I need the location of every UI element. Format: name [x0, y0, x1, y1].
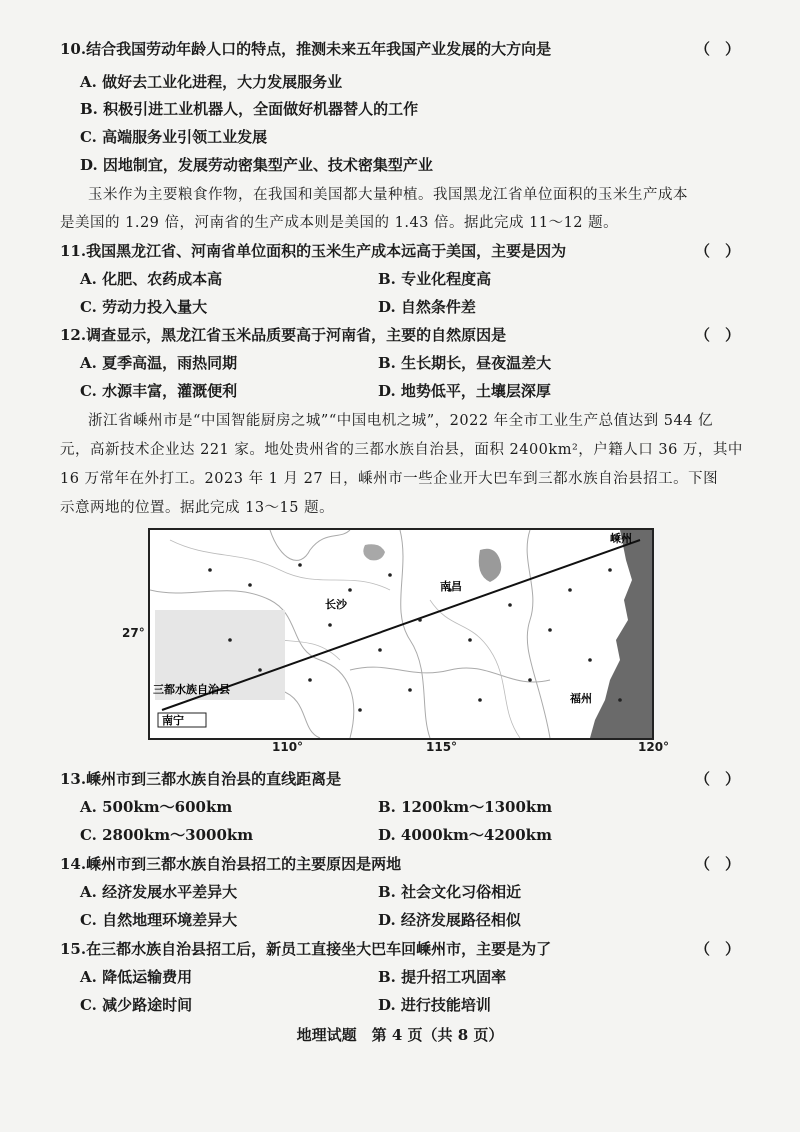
q13-option-c: C. 2800km～3000km — [80, 826, 254, 844]
intro-paragraph-shengzhou-line1: 浙江省嵊州市是“中国智能厨房之城”“中国电机之城”，2022 年全市工业生产总值达到 544 亿 — [88, 413, 714, 429]
q12-option-d: D. 地势低平，土壤层深厚 — [378, 382, 551, 400]
q15-option-d: D. 进行技能培训 — [378, 996, 491, 1014]
q12-option-b: B. 生长期长，昼夜温差大 — [378, 354, 552, 372]
question-10-stem: 10.结合我国劳动年龄人口的特点，推测未来五年我国产业发展的大方向是 — [60, 40, 552, 58]
longitude-label-110: 110° — [272, 740, 304, 754]
intro-paragraph-shengzhou-line4: 示意两地的位置。据此完成 13～15 题。 — [60, 500, 335, 516]
q14-option-a: A. 经济发展水平差异大 — [80, 883, 238, 901]
question-11 — [60, 240, 740, 261]
question-10 — [60, 38, 740, 59]
label-changsha: 长沙 — [325, 598, 347, 611]
q12-option-a: A. 夏季高温，雨热同期 — [80, 354, 238, 372]
answer-bracket-11: （ ） — [694, 242, 740, 260]
q12-option-c: C. 水源丰富，灌溉便利 — [80, 382, 238, 400]
latitude-label-27: 27° — [122, 626, 145, 640]
label-nanning: 南宁 — [162, 714, 184, 727]
answer-bracket-15: （ ） — [694, 940, 740, 958]
answer-bracket-12: （ ） — [694, 326, 740, 344]
q10-option-b: B. 积极引进工业机器人，全面做好机器替人的工作 — [80, 100, 419, 118]
question-14 — [60, 853, 740, 874]
q11-option-b: B. 专业化程度高 — [378, 270, 492, 288]
question-15-stem: 15.在三都水族自治县招工后，新员工直接坐大巴车回嵊州市，主要是为了 — [60, 940, 552, 958]
label-nanchang: 南昌 — [440, 580, 462, 593]
q15-option-a: A. 降低运输费用 — [80, 968, 193, 986]
longitude-label-120: 120° — [638, 740, 670, 754]
question-12-stem: 12.调查显示，黑龙江省玉米品质要高于河南省，主要的自然原因是 — [60, 326, 507, 344]
intro-paragraph-shengzhou-line3: 16 万常年在外打工。2023 年 1 月 27 日，嵊州市一些企业开大巴车到三都水族自治县招工。下图 — [60, 471, 719, 487]
label-sandu: 三都水族自治县 — [153, 683, 230, 696]
intro-paragraph-corn-line2: 是美国的 1.29 倍，河南省的生产成本则是美国的 1.43 倍。据此完成 11～12 题。 — [60, 215, 619, 231]
q15-option-c: C. 减少路途时间 — [80, 996, 193, 1014]
question-12 — [60, 324, 740, 345]
q14-option-d: D. 经济发展路径相似 — [378, 911, 521, 929]
answer-bracket-13: （ ） — [694, 770, 740, 788]
location-map-svg — [150, 530, 652, 738]
question-13-stem: 13.嵊州市到三都水族自治县的直线距离是 — [60, 770, 342, 788]
question-15 — [60, 938, 740, 959]
question-14-stem: 14.嵊州市到三都水族自治县招工的主要原因是两地 — [60, 855, 402, 873]
longitude-label-115: 115° — [426, 740, 458, 754]
question-11-stem: 11.我国黑龙江省、河南省单位面积的玉米生产成本远高于美国，主要是因为 — [60, 242, 567, 260]
q10-option-c: C. 高端服务业引领工业发展 — [80, 128, 268, 146]
location-map — [148, 528, 654, 740]
q10-option-a: A. 做好去工业化进程，大力发展服务业 — [80, 73, 343, 91]
label-fuzhou: 福州 — [570, 692, 592, 705]
answer-bracket-14: （ ） — [694, 855, 740, 873]
q15-option-b: B. 提升招工巩固率 — [378, 968, 507, 986]
q14-option-c: C. 自然地理环境差异大 — [80, 911, 238, 929]
q14-option-b: B. 社会文化习俗相近 — [378, 883, 522, 901]
lake-dongting — [363, 544, 385, 560]
q13-option-d: D. 4000km～4200km — [378, 826, 552, 844]
q11-option-d: D. 自然条件差 — [378, 298, 476, 316]
q10-option-d: D. 因地制宜，发展劳动密集型产业、技术密集型产业 — [80, 156, 433, 174]
q13-option-a: A. 500km～600km — [80, 798, 233, 816]
lake-poyang — [479, 549, 502, 582]
label-shengzhou: 嵊州 — [610, 532, 632, 545]
answer-bracket-10: （ ） — [694, 40, 740, 58]
page-footer: 地理试题 第 4 页（共 8 页） — [296, 1026, 504, 1044]
q13-option-b: B. 1200km～1300km — [378, 798, 553, 816]
intro-paragraph-shengzhou-line2: 元，高新技术企业达 221 家。地处贵州省的三都水族自治县，面积 2400km²，户籍人口 36 万，其中 — [60, 442, 743, 458]
q11-option-c: C. 劳动力投入量大 — [80, 298, 208, 316]
sea-area — [590, 530, 652, 738]
intro-paragraph-corn-line1: 玉米作为主要粮食作物，在我国和美国都大量种植。我国黑龙江省单位面积的玉米生产成本 — [88, 187, 688, 203]
q11-option-a: A. 化肥、农药成本高 — [80, 270, 223, 288]
question-13 — [60, 768, 740, 789]
